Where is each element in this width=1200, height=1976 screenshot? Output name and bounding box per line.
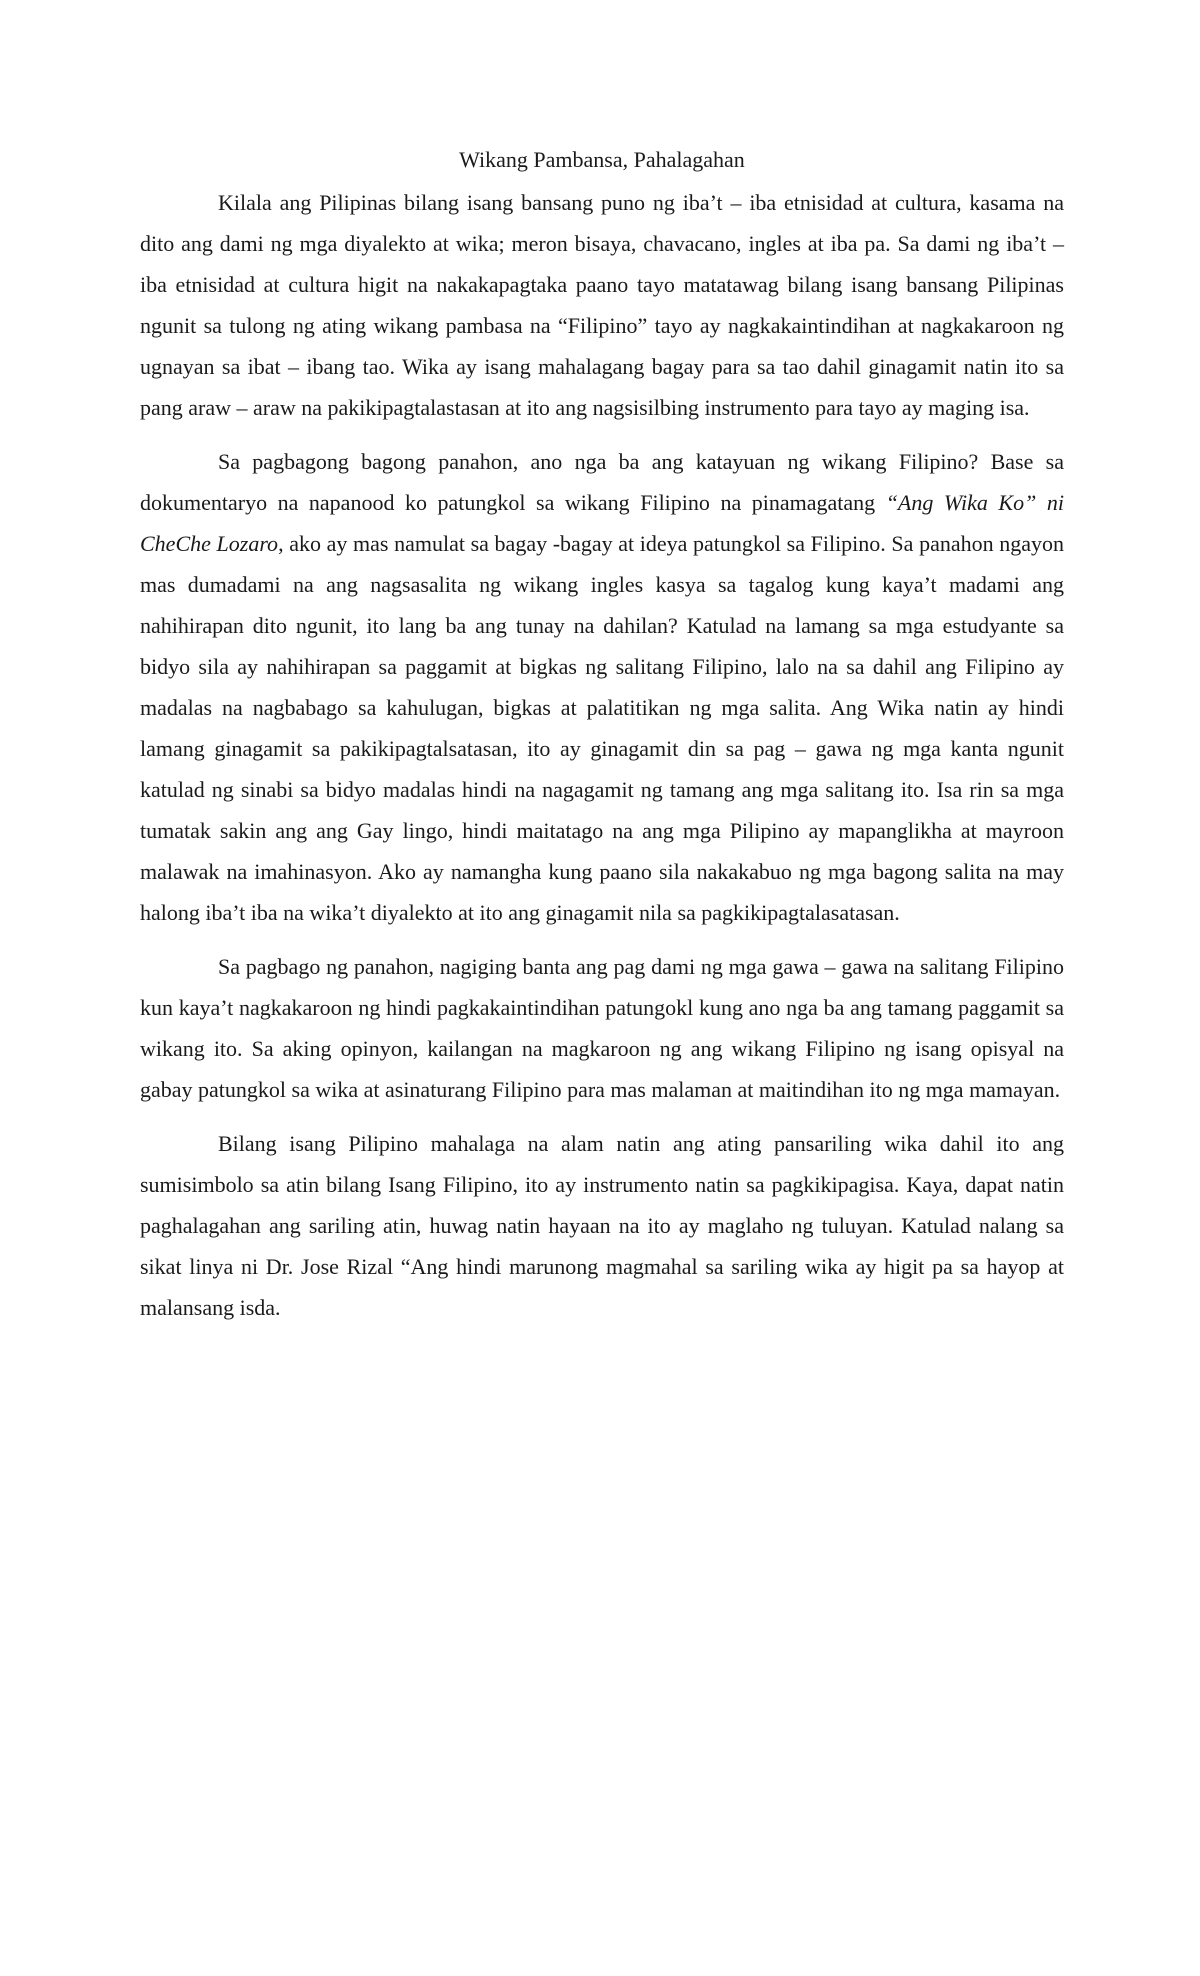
paragraph-documentary [140, 441, 1064, 933]
paragraph-opinion: Sa pagbago ng panahon, nagiging banta ang pag dami ng mga gawa – gawa na salitang Filipino kun kaya’t nagkakaroon ng hindi pagkakaintindihan patungokl kung ano nga ba ang tamang paggamit sa wikang ito. Sa aking opinyon, kailangan na magkaroon ng ang wikang Filipino ng isang opisyal na gabay patungkol sa wika at asinaturang Filipino para mas malaman at maitindihan ito ng mga mamayan. [140, 954, 1064, 1102]
paragraph-conclusion: Bilang isang Pilipino mahalaga na alam natin ang ating pansariling wika dahil ito ang sumisimbolo sa atin bilang Isang Filipino, ito ay instrumento natin sa pagkikipagisa. Kaya, dapat natin paghalagahan ang sariling atin, huwag natin hayaan na ito ay maglaho ng tuluyan. Katulad nalang sa sikat linya ni Dr. Jose Rizal “Ang hindi marunong magmahal sa sariling wika ay higit pa sa hayop at malansang isda. [140, 1131, 1064, 1320]
document-body [140, 140, 1064, 1341]
documentary-title-emphasis: “Ang Wika Ko” ni CheChe Lozaro [140, 490, 1064, 556]
paragraph-documentary-lead: Sa pagbagong bagong panahon, ano nga ba ang katayuan ng wikang Filipino? Base sa dokumentaryo na napanood ko patungkol sa wikang Filipino na pinamagatang [140, 449, 1064, 515]
paragraph-intro: Kilala ang Pilipinas bilang isang bansang puno ng iba’t – iba etnisidad at cultura, kasama na dito ang dami ng mga diyalekto at wika; meron bisaya, chavacano, ingles at iba pa. Sa dami ng iba’t – iba etnisidad at cultura higit na nakakapagtaka paano tayo matatawag bilang isang bansang Pilipinas ngunit sa tulong ng ating wikang pambasa na “Filipino” tayo ay nagkakaintindihan at nagkakaroon ng ugnayan sa ibat – ibang tao. Wika ay isang mahalagang bagay para sa tao dahil ginagamit natin ito sa pang araw – araw na pakikipagtalastasan at ito ang nagsisilbing instrumento para tayo ay maging isa. [140, 190, 1064, 420]
paragraph-documentary-rest: , ako ay mas namulat sa bagay -bagay at ideya patungkol sa Filipino. Sa panahon ngayon mas dumadami na ang nagsasalita ng wikang ingles kasya sa tagalog kung kaya’t madami ang nahihirapan dito ngunit, ito lang ba ang tunay na dahilan? Katulad na lamang sa mga estudyante sa bidyo sila ay nahihirapan sa paggamit at bigkas ng salitang Filipino, lalo na sa dahil ang Filipino ay madalas na nagbabago sa kahulugan, bigkas at palatitikan ng mga salita. Ang Wika natin ay hindi lamang ginagamit sa pakikipagtalsatasan, ito ay ginagamit din sa pag – gawa ng mga kanta ngunit katulad ng sinabi sa bidyo madalas hindi na nagagamit ng tamang ang mga salitang ito. Isa rin sa mga tumatak sakin ang ang Gay lingo, hindi maitatago na ang mga Pilipino ay mapanglikha at mayroon malawak na imahinasyon. Ako ay namangha kung paano sila nakakabuo ng mga bagong salita na may halong iba’t iba na wika’t diyalekto at ito ang ginagamit nila sa pagkikipagtalasatasan. [140, 531, 1064, 925]
document-title: Wikang Pambansa, Pahalagahan [459, 147, 745, 172]
